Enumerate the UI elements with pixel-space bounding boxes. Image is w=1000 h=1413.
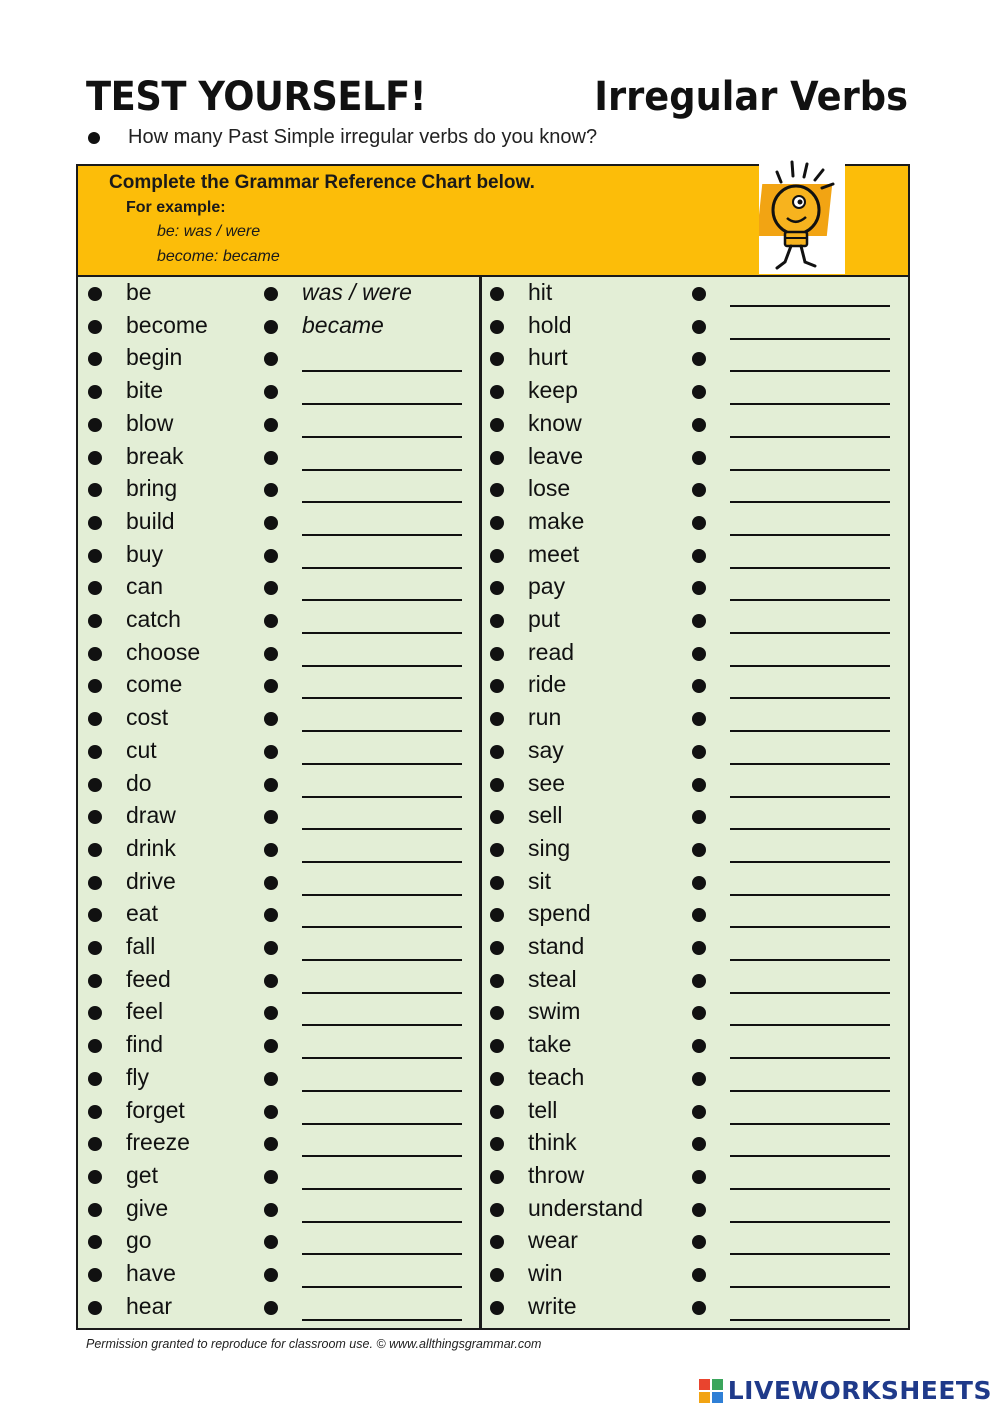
base-verb: run: [528, 704, 562, 731]
answer-blank[interactable]: [730, 1319, 890, 1321]
bullet-icon: [692, 778, 706, 792]
bullet-icon: [692, 451, 706, 465]
base-verb: drink: [126, 834, 176, 861]
base-verb: draw: [126, 802, 176, 829]
bullet-icon: [692, 908, 706, 922]
bullet-icon: [692, 516, 706, 530]
lightbulb-mascot-icon: [759, 158, 845, 274]
bullet-icon: [490, 418, 504, 432]
bullet-icon: [692, 745, 706, 759]
bullet-icon: [692, 385, 706, 399]
base-verb: feel: [126, 998, 164, 1025]
answer-blank[interactable]: [730, 992, 890, 994]
instruction-text: Complete the Grammar Reference Chart below.: [109, 172, 535, 193]
base-verb: spend: [528, 900, 591, 927]
verb-row: [78, 343, 908, 375]
bullet-icon: [692, 1301, 706, 1315]
answer-blank[interactable]: [730, 501, 890, 503]
base-verb: write: [528, 1292, 577, 1319]
base-verb: say: [528, 736, 564, 763]
base-verb: cut: [126, 736, 157, 763]
bullet-icon: [692, 581, 706, 595]
base-verb: find: [126, 1031, 164, 1058]
base-verb: put: [528, 606, 560, 632]
verb-row: [78, 1063, 908, 1095]
bullet-icon: [692, 483, 706, 497]
bullet-icon: [490, 1006, 504, 1020]
base-verb: bring: [126, 475, 178, 502]
verb-row: [78, 540, 908, 572]
base-verb: break: [126, 442, 184, 469]
answer-blank[interactable]: [730, 370, 890, 372]
bullet-icon: [490, 712, 504, 726]
example-label: For example:: [126, 199, 226, 216]
base-verb: hold: [528, 311, 572, 338]
base-verb: drive: [126, 867, 176, 894]
verb-row: [78, 1030, 908, 1062]
bullet-icon: [692, 679, 706, 693]
bullet-icon: [692, 1235, 706, 1249]
base-verb: become: [126, 311, 208, 338]
base-verb: meet: [528, 540, 580, 567]
bullet-icon: [692, 549, 706, 563]
bullet-icon: [692, 647, 706, 661]
base-verb: understand: [528, 1194, 644, 1221]
bullet-icon: [692, 418, 706, 432]
base-verb: freeze: [126, 1129, 190, 1156]
answer-blank[interactable]: [730, 796, 890, 798]
bullet-icon: [692, 843, 706, 857]
bullet-icon: [692, 1072, 706, 1086]
bullet-icon: [490, 451, 504, 465]
bullet-icon: [490, 908, 504, 922]
verb-row: [78, 769, 908, 801]
base-verb: blow: [126, 409, 174, 436]
verb-row: [78, 867, 908, 899]
base-verb: cost: [126, 704, 169, 731]
base-verb: buy: [126, 540, 164, 567]
base-verb: catch: [126, 606, 181, 632]
base-verb: sell: [528, 802, 563, 829]
bullet-icon: [692, 614, 706, 628]
bullet-icon: [692, 1170, 706, 1184]
base-verb: lose: [528, 475, 571, 502]
bullet-icon: [490, 1105, 504, 1119]
verb-row: [78, 1226, 908, 1258]
past-simple-answer: was / were: [302, 279, 412, 305]
answer-blank[interactable]: [730, 763, 890, 765]
bullet-icon: [490, 614, 504, 628]
answer-blank[interactable]: [730, 403, 890, 405]
answer-blank[interactable]: [730, 1286, 890, 1288]
answer-blank[interactable]: [730, 534, 890, 536]
answer-blank[interactable]: [730, 697, 890, 699]
bullet-icon: [490, 647, 504, 661]
base-verb: leave: [528, 442, 583, 469]
answer-blank[interactable]: [730, 1057, 890, 1059]
verb-row: [78, 376, 908, 408]
base-verb: see: [528, 769, 566, 796]
base-verb: ride: [528, 671, 567, 698]
bullet-icon: [692, 1203, 706, 1217]
base-verb: throw: [528, 1161, 585, 1188]
bullet-icon: [490, 516, 504, 530]
verb-row: [78, 1161, 908, 1193]
base-verb: steal: [528, 965, 577, 992]
bullet-icon: [490, 1039, 504, 1053]
base-verb: build: [126, 507, 175, 534]
brand-text: LIVEWORKSHEETS: [727, 1376, 992, 1405]
base-verb: take: [528, 1031, 572, 1058]
base-verb: can: [126, 573, 164, 600]
verb-row: [78, 932, 908, 964]
verb-row: [78, 409, 908, 441]
bullet-icon: [490, 810, 504, 824]
bullet-icon: [88, 132, 100, 144]
answer-blank[interactable]: [730, 926, 890, 928]
verb-row: [78, 1128, 908, 1160]
verb-row: [78, 1096, 908, 1128]
answer-blank[interactable]: [730, 599, 890, 601]
base-verb: make: [528, 507, 585, 534]
bullet-icon: [490, 1301, 504, 1315]
verb-row: [78, 670, 908, 702]
bullet-icon: [490, 1137, 504, 1151]
answer-blank[interactable]: [730, 567, 890, 569]
answer-blank[interactable]: [730, 469, 890, 471]
bullet-icon: [490, 941, 504, 955]
base-verb: choose: [126, 638, 201, 665]
base-verb: get: [126, 1161, 158, 1188]
base-verb: know: [528, 409, 582, 436]
answer-blank[interactable]: [730, 338, 890, 340]
verb-row: [78, 965, 908, 997]
bullet-icon: [490, 581, 504, 595]
subtitle: [86, 126, 597, 149]
base-verb: feed: [126, 965, 171, 992]
bullet-icon: [490, 352, 504, 366]
base-verb: eat: [126, 900, 158, 927]
verb-row: [78, 311, 908, 343]
base-verb: hear: [126, 1292, 173, 1319]
bullet-icon: [692, 1105, 706, 1119]
base-verb: read: [528, 638, 575, 665]
bullet-icon: [692, 1268, 706, 1282]
base-verb: sing: [528, 834, 571, 861]
bullet-icon: [490, 549, 504, 563]
bullet-icon: [692, 876, 706, 890]
base-verb: hit: [528, 279, 553, 305]
bullet-icon: [692, 1039, 706, 1053]
base-verb: go: [126, 1227, 152, 1254]
answer-blank[interactable]: [730, 436, 890, 438]
base-verb: have: [126, 1260, 176, 1286]
example-line-1: be: was / were: [157, 223, 261, 240]
answer-blank[interactable]: [730, 1155, 890, 1157]
verb-row: [78, 1292, 908, 1324]
bullet-icon: [692, 1006, 706, 1020]
verb-row: [78, 834, 908, 866]
bullet-icon: [692, 974, 706, 988]
chart-header: [78, 166, 908, 277]
bullet-icon: [692, 287, 706, 301]
bullet-icon: [490, 843, 504, 857]
bullet-icon: [490, 483, 504, 497]
base-verb: be: [126, 279, 152, 305]
answer-blank[interactable]: [730, 730, 890, 732]
verb-row: [78, 605, 908, 637]
verb-row: [78, 1194, 908, 1226]
answer-blank[interactable]: [730, 1253, 890, 1255]
permission-footer: Permission granted to reproduce for classroom use. © www.allthingsgrammar.com: [86, 1337, 542, 1351]
base-verb: tell: [528, 1096, 558, 1123]
verb-row: [78, 736, 908, 768]
answer-blank[interactable]: [730, 1188, 890, 1190]
answer-blank[interactable]: [730, 959, 890, 961]
base-verb: give: [126, 1194, 169, 1221]
answer-blank[interactable]: [730, 1024, 890, 1026]
base-verb: do: [126, 769, 152, 796]
liveworksheets-logo-icon: [698, 1378, 724, 1404]
worksheet-topic: Irregular Verbs: [594, 74, 908, 120]
bullet-icon: [490, 679, 504, 693]
example-line-2: become: became: [157, 248, 280, 265]
bullet-icon: [692, 320, 706, 334]
bullet-icon: [490, 1268, 504, 1282]
bullet-icon: [692, 941, 706, 955]
grammar-chart: [76, 164, 910, 1330]
base-verb: come: [126, 671, 183, 698]
bullet-icon: [490, 1072, 504, 1086]
base-verb: win: [528, 1260, 563, 1286]
verb-row: [78, 1259, 908, 1291]
answer-blank[interactable]: [730, 1123, 890, 1125]
bullet-icon: [692, 712, 706, 726]
base-verb: begin: [126, 344, 183, 371]
verb-row: [78, 442, 908, 474]
base-verb: sit: [528, 867, 551, 894]
verb-row: [78, 997, 908, 1029]
bullet-icon: [692, 810, 706, 824]
past-simple-answer: became: [302, 311, 384, 338]
brand-watermark: [698, 1376, 992, 1405]
answer-blank[interactable]: [730, 305, 890, 307]
verb-row: [78, 572, 908, 604]
base-verb: teach: [528, 1063, 585, 1090]
page-title: TEST YOURSELF!: [86, 74, 427, 120]
bullet-icon: [692, 1137, 706, 1151]
base-verb: keep: [528, 377, 578, 404]
base-verb: stand: [528, 933, 585, 959]
answer-blank[interactable]: [730, 1090, 890, 1092]
answer-blank[interactable]: [730, 665, 890, 667]
answer-blank[interactable]: [730, 894, 890, 896]
bullet-icon: [490, 974, 504, 988]
answer-blank[interactable]: [730, 632, 890, 634]
base-verb: hurt: [528, 344, 568, 371]
verb-row: [78, 801, 908, 833]
verb-row: [78, 703, 908, 735]
base-verb: pay: [528, 573, 566, 600]
bullet-icon: [490, 320, 504, 334]
bullet-icon: [490, 745, 504, 759]
base-verb: bite: [126, 377, 164, 404]
base-verb: fly: [126, 1063, 149, 1090]
bullet-icon: [490, 1235, 504, 1249]
base-verb: fall: [126, 933, 156, 959]
bullet-icon: [692, 352, 706, 366]
answer-blank[interactable]: [730, 861, 890, 863]
bullet-icon: [490, 1203, 504, 1217]
base-verb: think: [528, 1129, 577, 1156]
bullet-icon: [490, 876, 504, 890]
verb-row: [78, 278, 908, 310]
base-verb: swim: [528, 998, 581, 1025]
base-verb: wear: [528, 1227, 578, 1254]
verb-row: [78, 899, 908, 931]
verb-row: [78, 638, 908, 670]
verb-row: [78, 474, 908, 506]
bullet-icon: [490, 1170, 504, 1184]
subtitle-text: How many Past Simple irregular verbs do you know?: [128, 126, 598, 148]
verb-row: [78, 507, 908, 539]
answer-blank[interactable]: [730, 828, 890, 830]
answer-blank[interactable]: [730, 1221, 890, 1223]
bullet-icon: [490, 287, 504, 301]
bullet-icon: [490, 385, 504, 399]
base-verb: forget: [126, 1096, 185, 1123]
bullet-icon: [490, 778, 504, 792]
